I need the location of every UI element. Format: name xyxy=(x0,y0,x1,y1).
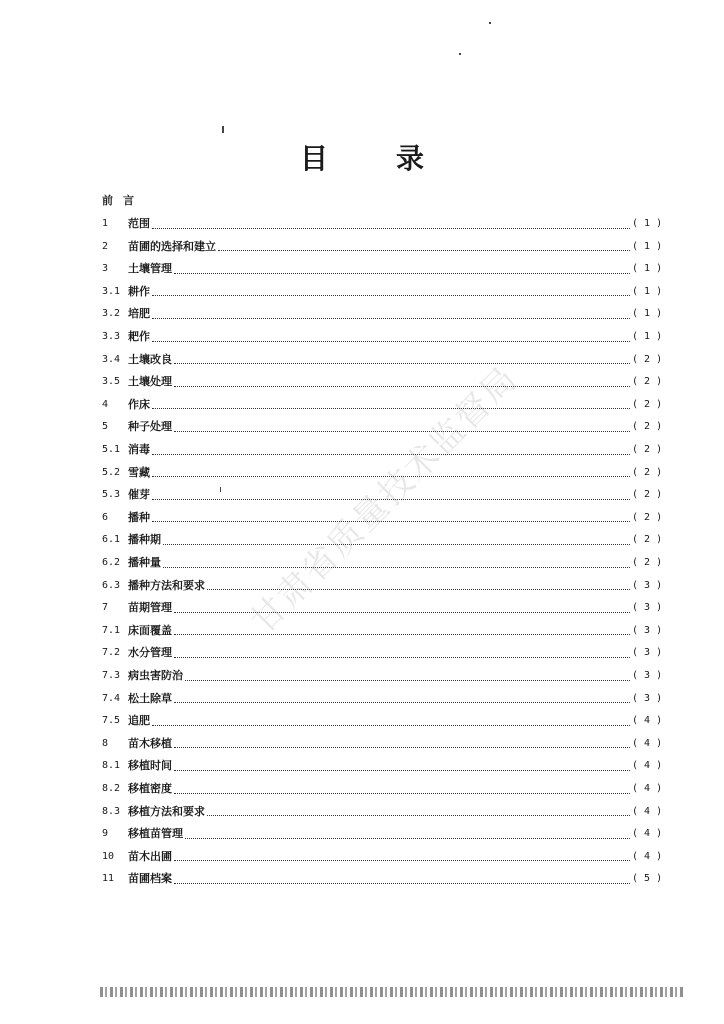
toc-leader-dots xyxy=(174,353,630,364)
toc-entry-label: 移植方法和要求 xyxy=(128,804,205,818)
toc-leader-dots xyxy=(174,760,630,771)
preface-heading: 前言 xyxy=(102,194,144,207)
toc-entry xyxy=(102,690,662,708)
toc-entry xyxy=(102,418,662,436)
scan-speck xyxy=(220,487,221,492)
toc-entry xyxy=(102,373,662,391)
toc-leader-dots xyxy=(152,308,630,319)
toc-entry-page: ( 4 ) xyxy=(632,805,663,817)
toc-entry-page: ( 4 ) xyxy=(632,737,663,749)
toc-entry-page: ( 2 ) xyxy=(632,466,663,478)
toc-entry-label: 苗期管理 xyxy=(128,601,172,615)
toc-entry-number: 6 xyxy=(102,511,109,523)
toc-entry-label: 土壤管理 xyxy=(128,262,172,276)
toc-entry-label: 培肥 xyxy=(128,307,150,321)
toc-entry-label: 消毒 xyxy=(128,443,150,456)
toc-leader-dots xyxy=(174,873,630,884)
toc-entry-label: 苗木移植 xyxy=(128,736,172,750)
toc-leader-dots xyxy=(152,715,630,726)
toc-entry-number: 2 xyxy=(102,240,109,252)
toc-entry-label: 范围 xyxy=(128,217,150,230)
toc-entry-number: 3.5 xyxy=(102,376,121,388)
title-char-2: 录 xyxy=(396,142,425,175)
toc-entry-number: 1 xyxy=(102,218,109,229)
toc-entry-number: 11 xyxy=(102,873,115,885)
toc-entry-number: 9 xyxy=(102,828,109,840)
toc-leader-dots xyxy=(207,805,630,816)
toc-entry-label: 追肥 xyxy=(128,714,150,728)
toc-entry-number: 3.4 xyxy=(102,353,121,365)
toc-entry-number: 3 xyxy=(102,263,109,275)
toc-entry-number: 3.2 xyxy=(102,308,121,320)
toc-entry xyxy=(102,803,662,821)
toc-leader-dots xyxy=(174,783,630,794)
toc-entry xyxy=(102,396,662,414)
toc-entry-page: ( 3 ) xyxy=(632,624,663,636)
watermark-stamp: 甘肃省质量技术监督局 xyxy=(243,358,526,642)
toc-entry-number: 7.3 xyxy=(102,670,121,681)
toc-entry-number: 5.3 xyxy=(102,489,121,501)
toc-entry-page: ( 1 ) xyxy=(632,240,663,252)
toc-entry-label: 雪藏 xyxy=(128,465,150,479)
toc-entry xyxy=(102,848,662,866)
toc-entry-page: ( 3 ) xyxy=(632,602,663,614)
toc-entry xyxy=(102,667,662,685)
toc-entry-number: 7.1 xyxy=(102,624,121,636)
toc-entry xyxy=(102,577,662,595)
toc-entry-number: 8.2 xyxy=(102,783,121,794)
toc-entry xyxy=(102,441,662,459)
toc-entry xyxy=(102,554,662,572)
toc-entry-number: 4 xyxy=(102,398,109,410)
toc-entry-label: 病虫害防治 xyxy=(128,669,183,682)
toc-entry-label: 催芽 xyxy=(128,488,150,502)
toc-entry-number: 7.4 xyxy=(102,692,121,704)
toc-entry xyxy=(102,644,662,662)
toc-entry-number: 7 xyxy=(102,602,109,614)
scan-speck xyxy=(459,53,461,55)
toc-entry xyxy=(102,283,662,301)
toc-leader-dots xyxy=(163,557,630,568)
toc-entry-label: 床面覆盖 xyxy=(128,623,172,637)
toc-entry xyxy=(102,712,662,730)
toc-entry-page: ( 2 ) xyxy=(632,444,663,455)
toc-entry-label: 苗圃档案 xyxy=(128,872,172,886)
toc-entry-number: 8.3 xyxy=(102,805,121,817)
toc-entry xyxy=(102,305,662,323)
toc-entry-page: ( 3 ) xyxy=(632,692,663,704)
toc-entry-page: ( 3 ) xyxy=(632,579,663,591)
toc-entry xyxy=(102,870,662,888)
toc-entry-label: 播种 xyxy=(128,510,150,524)
scan-speck xyxy=(489,22,491,24)
toc-entry xyxy=(102,825,662,843)
toc-entry-page: ( 2 ) xyxy=(632,353,663,365)
toc-entry-label: 播种量 xyxy=(128,556,161,569)
toc-entry xyxy=(102,599,662,617)
toc-entry-label: 土壤处理 xyxy=(128,375,172,389)
toc-entry-label: 耙作 xyxy=(128,330,150,343)
toc-entry-page: ( 2 ) xyxy=(632,398,663,410)
toc-entry-label: 水分管理 xyxy=(128,646,172,660)
toc-entry-number: 6.2 xyxy=(102,557,121,568)
toc-entry-page: ( 4 ) xyxy=(632,760,663,772)
toc-leader-dots xyxy=(152,398,630,409)
toc-entry xyxy=(102,757,662,775)
toc-entry-number: 6.3 xyxy=(102,579,121,591)
toc-entry-number: 8.1 xyxy=(102,760,121,772)
toc-entry-page: ( 3 ) xyxy=(632,670,663,681)
scan-artifact-bar xyxy=(100,987,684,997)
toc-leader-dots xyxy=(174,647,630,658)
toc-entry xyxy=(102,531,662,549)
toc-entry-label: 种子处理 xyxy=(128,420,172,434)
toc-entry xyxy=(102,351,662,369)
toc-leader-dots xyxy=(174,421,630,432)
toc-leader-dots xyxy=(185,670,630,681)
title-char-1: 目 xyxy=(299,142,328,175)
toc-entry-page: ( 2 ) xyxy=(632,421,663,433)
toc-entry-label: 移植苗管理 xyxy=(128,827,183,841)
toc-entry-page: ( 2 ) xyxy=(632,511,663,523)
toc-leader-dots xyxy=(174,850,630,861)
toc-entry-page: ( 1 ) xyxy=(632,218,663,229)
toc-entry-page: ( 1 ) xyxy=(632,308,663,320)
page-title xyxy=(0,137,724,177)
toc-entry-number: 7.5 xyxy=(102,715,121,727)
toc-entry-page: ( 3 ) xyxy=(632,647,663,659)
toc-entry-page: ( 1 ) xyxy=(632,285,663,297)
toc-leader-dots xyxy=(174,263,630,274)
toc-entry-label: 苗圃的选择和建立 xyxy=(128,239,216,253)
toc-entry-page: ( 2 ) xyxy=(632,534,663,546)
toc-entry xyxy=(102,238,662,256)
toc-entry xyxy=(102,780,662,798)
toc-entry-page: ( 2 ) xyxy=(632,557,663,568)
toc-entry xyxy=(102,260,662,278)
toc-entry-page: ( 1 ) xyxy=(632,263,663,275)
toc-entry-label: 移植密度 xyxy=(128,782,172,795)
toc-leader-dots xyxy=(174,376,630,387)
toc-leader-dots xyxy=(185,828,630,839)
toc-entry-label: 播种方法和要求 xyxy=(128,578,205,592)
toc-entry-number: 7.2 xyxy=(102,647,121,659)
toc-entry xyxy=(102,328,662,346)
toc-entry-number: 5.1 xyxy=(102,444,121,455)
toc-entry-number: 10 xyxy=(102,850,115,862)
toc-entry-page: ( 2 ) xyxy=(632,376,663,388)
toc-entry-number: 8 xyxy=(102,737,109,749)
toc-entry-number: 3.3 xyxy=(102,331,121,342)
toc-entry-number: 3.1 xyxy=(102,285,121,297)
toc-leader-dots xyxy=(218,240,630,251)
toc-entry-page: ( 4 ) xyxy=(632,783,663,794)
toc-entry-label: 作床 xyxy=(128,397,150,411)
toc-entry-number: 6.1 xyxy=(102,534,121,546)
toc-entry-page: ( 2 ) xyxy=(632,489,663,501)
toc-entry-label: 移植时间 xyxy=(128,759,172,773)
toc-entry-page: ( 5 ) xyxy=(632,873,663,885)
toc-leader-dots xyxy=(174,737,630,748)
toc-leader-dots xyxy=(152,218,630,229)
toc-leader-dots xyxy=(174,624,630,635)
toc-entry-label: 播种期 xyxy=(128,533,161,547)
toc-entry xyxy=(102,735,662,753)
scan-speck xyxy=(222,126,224,133)
toc-entry xyxy=(102,215,662,233)
toc-entry-label: 松土除草 xyxy=(128,691,172,705)
toc-entry-page: ( 4 ) xyxy=(632,850,663,862)
toc-entry-number: 5 xyxy=(102,421,109,433)
toc-entry-page: ( 1 ) xyxy=(632,331,663,342)
toc-entry xyxy=(102,622,662,640)
toc-entry-page: ( 4 ) xyxy=(632,715,663,727)
toc-entry-number: 5.2 xyxy=(102,466,121,478)
toc-entry-label: 苗木出圃 xyxy=(128,849,172,863)
toc-leader-dots xyxy=(174,692,630,703)
toc-leader-dots xyxy=(152,331,630,342)
toc-entry-page: ( 4 ) xyxy=(632,828,663,840)
toc-entry-label: 耕作 xyxy=(128,284,150,298)
toc-leader-dots xyxy=(152,285,630,296)
toc-leader-dots xyxy=(163,534,630,545)
toc-entry-label: 土壤改良 xyxy=(128,352,172,366)
